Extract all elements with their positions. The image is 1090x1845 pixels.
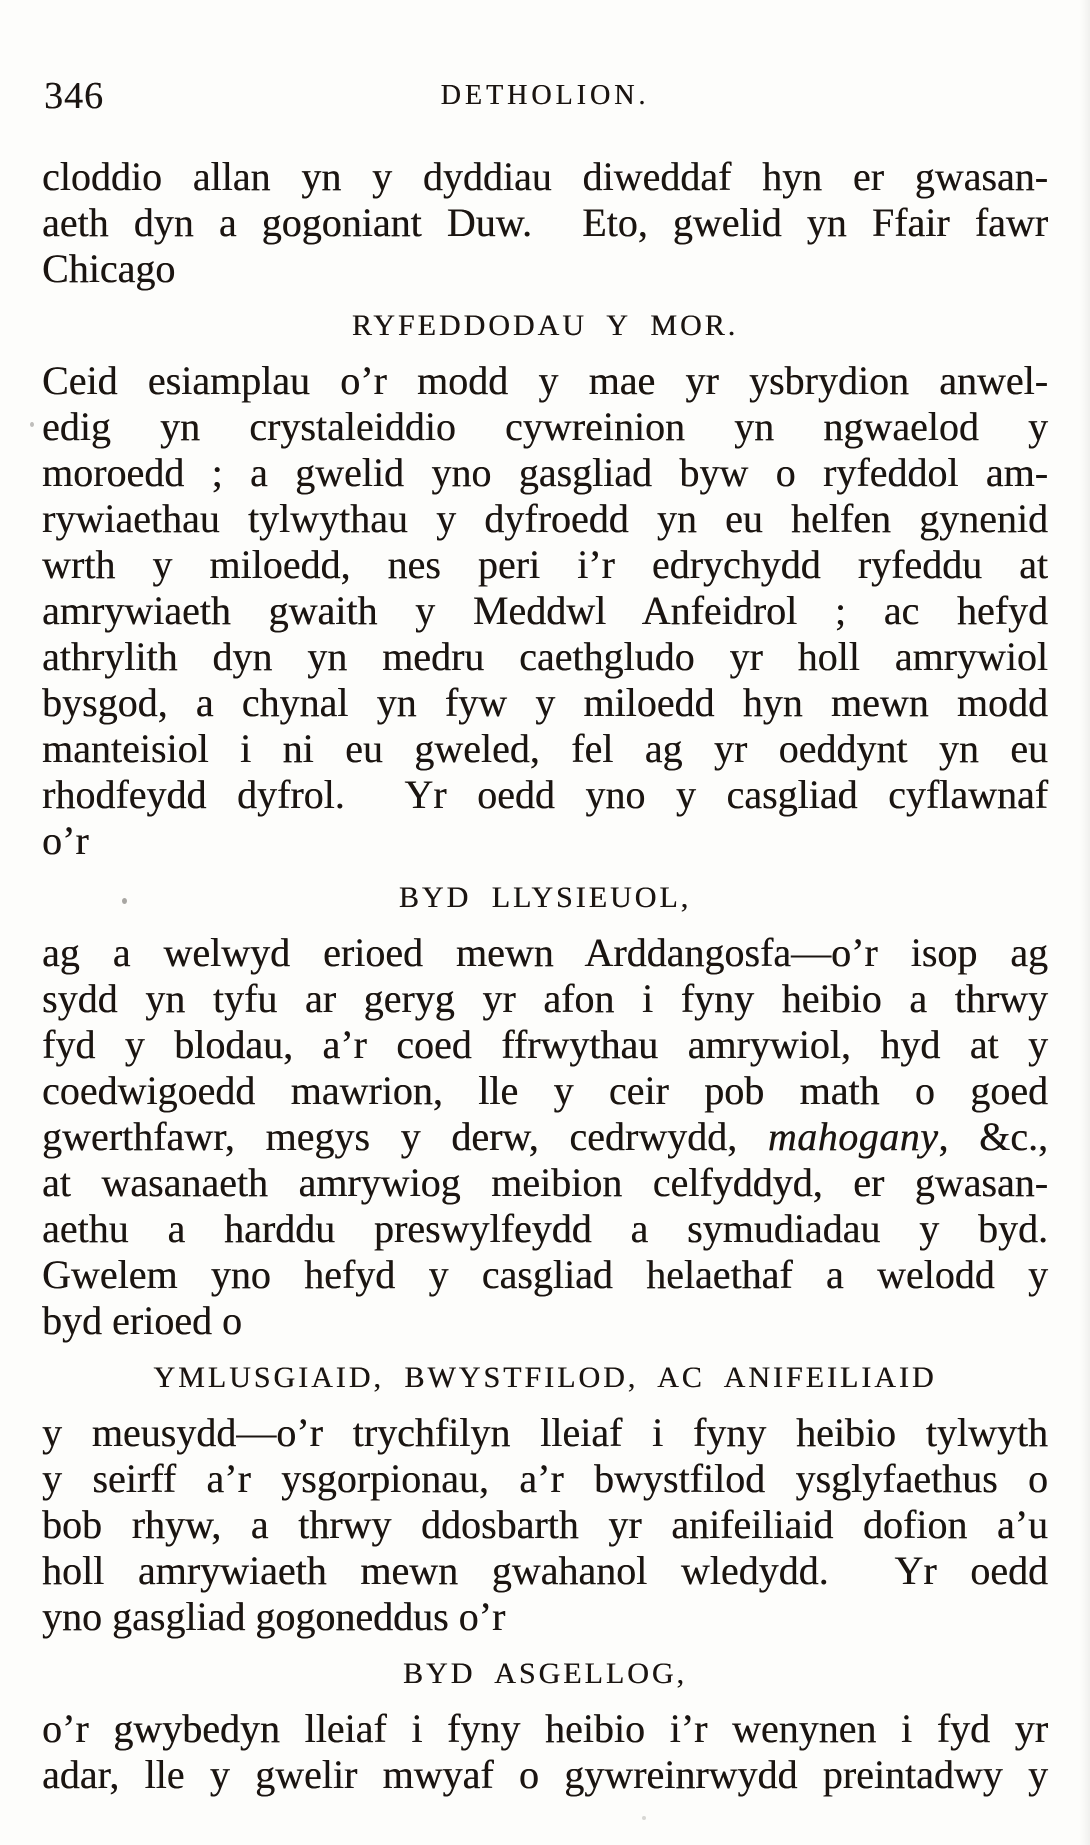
text-line: rywiaethau tylwythau y dyfroedd yn eu helfen gynenid (42, 496, 1048, 541)
text-line: Gwelem yno hefyd y casgliad helaethaf a welodd y (42, 1252, 1048, 1297)
text-line: Chicago (42, 246, 176, 291)
text-line: adar, lle y gwelir mwyaf o gywreinrwydd preintadwy y (42, 1752, 1048, 1797)
text-line: y meusydd—o’r trychfilyn lleiaf i fyny heibio tylwyth (42, 1410, 1048, 1455)
text-line: yno gasgliad gogoneddus o’r (42, 1594, 506, 1639)
section-heading: BYD ASGELLOG, (402, 1657, 687, 1690)
text-line: rhodfeydd dyfrol. Yr oedd yno y casgliad cyflawnaf (42, 772, 1048, 817)
page-header (42, 74, 1048, 118)
running-title: DETHOLION. (440, 80, 650, 111)
text-line: holl amrywiaeth mewn gwahanol wledydd. Yr oedd (42, 1548, 1048, 1593)
text-line: at wasanaeth amrywiog meibion celfyddyd, er gwasan- (42, 1160, 1048, 1205)
text-line: byd erioed o (42, 1298, 242, 1343)
italic-text: mahogany (767, 1114, 939, 1159)
text-line: manteisiol i ni eu gweled, fel ag yr oeddynt yn eu (42, 726, 1048, 771)
paragraph (42, 1706, 1048, 1798)
paragraph (42, 358, 1048, 864)
text-line: moroedd ; a gwelid yno gasgliad byw o ryfeddol am- (42, 450, 1048, 495)
page-number: 346 (44, 75, 104, 117)
ink-speck (30, 422, 34, 427)
paragraph (42, 154, 1048, 292)
page-body (42, 154, 1048, 1798)
text-line: o’r (42, 818, 89, 863)
text-line: Ceid esiamplau o’r modd y mae yr ysbrydion anwel- (42, 358, 1048, 403)
paragraph (42, 930, 1048, 1344)
text-line: athrylith dyn yn medru caethgludo yr holl amrywiol (42, 634, 1048, 679)
ink-speck (642, 1816, 646, 1820)
text-line: wrth y miloedd, nes peri i’r edrychydd ryfeddu at (42, 542, 1048, 587)
text-line: bob rhyw, a thrwy ddosbarth yr anifeiliaid dofion a’u (42, 1502, 1048, 1547)
section-heading: BYD LLYSIEUOL, (398, 881, 692, 914)
text-line: sydd yn tyfu ar geryg yr afon i fyny heibio a thrwy (42, 976, 1048, 1021)
text-line: coedwigoedd mawrion, lle y ceir pob math o goed (42, 1068, 1048, 1113)
text-line: y seirff a’r ysgorpionau, a’r bwystfilod ysglyfaethus o (42, 1456, 1048, 1501)
text-line: gwerthfawr, megys y derw, cedrwydd, mahogany, &c., (42, 1114, 1048, 1159)
text-line: fyd y blodau, a’r coed ffrwythau amrywiol, hyd at y (42, 1022, 1048, 1067)
section-heading: RYFEDDODAU Y MOR. (351, 309, 739, 342)
paragraph (42, 1410, 1048, 1640)
text-line: aeth dyn a gogoniant Duw. Eto, gwelid yn Ffair fawr (42, 200, 1048, 245)
text-line: cloddio allan yn y dyddiau diweddaf hyn er gwasan- (42, 154, 1048, 199)
text-line: bysgod, a chynal yn fyw y miloedd hyn mewn modd (42, 680, 1048, 725)
text-line: edig yn crystaleiddio cywreinion yn ngwaelod y (42, 404, 1048, 449)
text-line: ag a welwyd erioed mewn Arddangosfa—o’r isop ag (42, 930, 1048, 975)
text-line: aethu a harddu preswylfeydd a symudiadau y byd. (42, 1206, 1048, 1251)
text-line: amrywiaeth gwaith y Meddwl Anfeidrol ; ac hefyd (42, 588, 1048, 633)
text-line: o’r gwybedyn lleiaf i fyny heibio i’r wenynen i fyd yr (42, 1706, 1048, 1751)
section-heading: YMLUSGIAID, BWYSTFILOD, AC ANIFEILIAID (153, 1361, 937, 1394)
